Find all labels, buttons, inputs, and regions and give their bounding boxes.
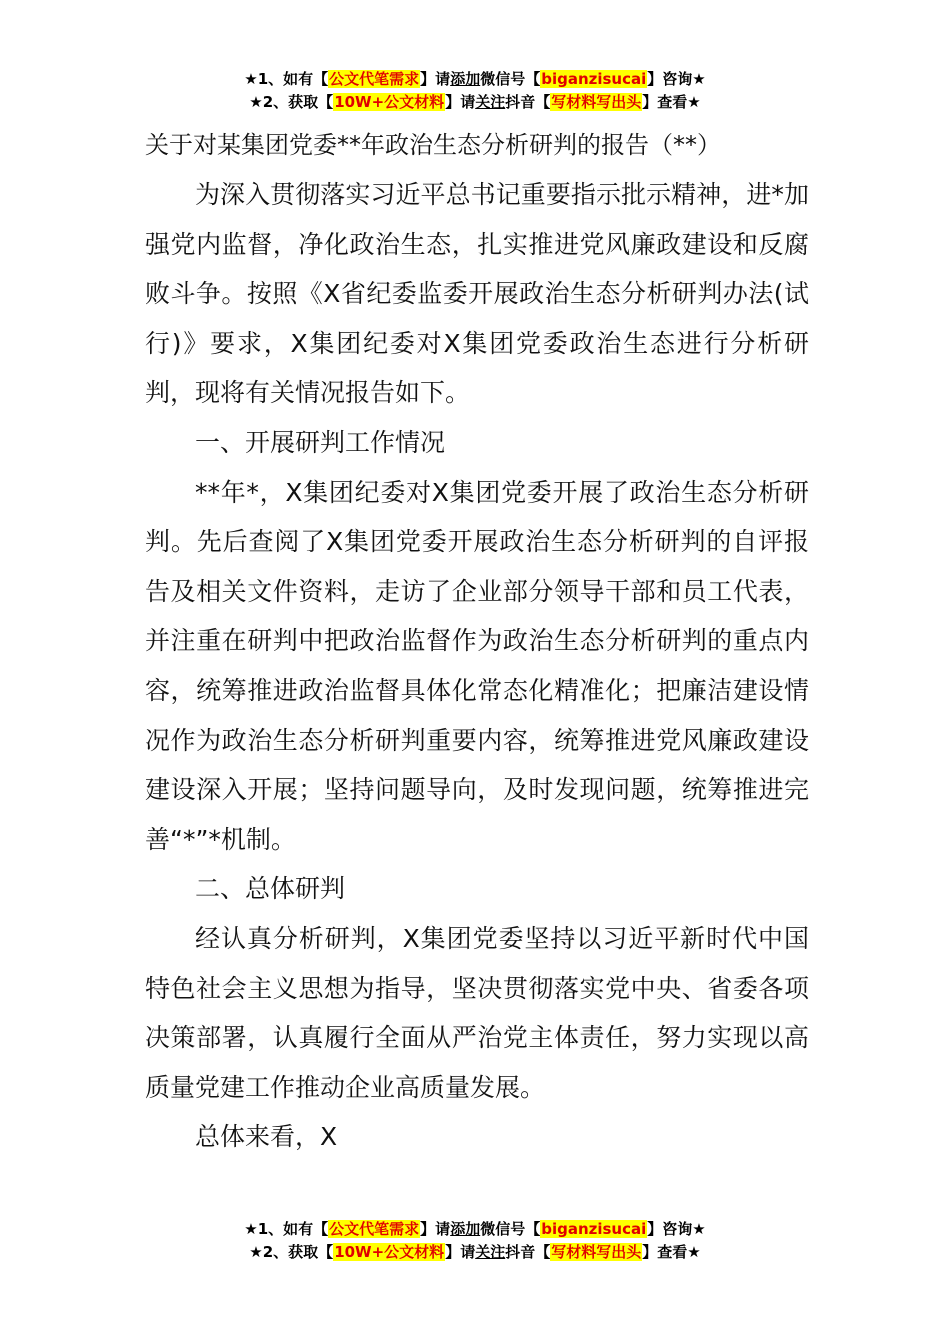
promo-banner-bottom: [0, 1218, 950, 1264]
promo-text: ★2、获取【: [249, 93, 334, 111]
paragraph-summary: 总体来看，X: [195, 1122, 338, 1152]
paragraph-work-status: **年*，X集团纪委对X集团党委开展了政治生态分析研判。先后查阅了X集团党委开展政治生态分析研判的自评报告及相关文件资料，走访了企业部分领导干部和员工代表，并注重在研判中把政治监督作为政治生态分析研判的重点内容，统筹推进政治监督具体化常态化精准化；把廉洁建设情况作为政治生态分析研判重要内容，统筹推进党风廉政建设建设深入开展；坚持问题导向，及时发现问题，统筹推进完善“*”*机制。: [145, 477, 809, 854]
promo-line-1: [0, 1218, 950, 1241]
promo-text: 】请: [420, 70, 451, 88]
promo-text: 】查看★: [642, 1243, 701, 1261]
promo-text: 抖音【: [505, 1243, 551, 1261]
promo-underline-text: 添加: [450, 70, 481, 88]
promo-underline-text: 关注: [475, 1243, 506, 1261]
promo-text: 抖音【: [505, 93, 551, 111]
paragraph-overall: 经认真分析研判，X集团党委坚持以习近平新时代中国特色社会主义思想为指导，坚决贯彻落实党中央、省委各项决策部署，认真履行全面从严治党主体责任，努力实现以高质量党建工作推动企业高质量发展。: [145, 923, 809, 1102]
promo-underline-text: 关注: [475, 93, 506, 111]
promo-highlight-service: 公文代笔需求: [329, 1220, 420, 1238]
promo-highlight-materials: 10W+公文材料: [334, 93, 445, 111]
paragraph-intro: 为深入贯彻落实习近平总书记重要指示批示精神，进*加强党内监督，净化政治生态，扎实推进党风廉政建设和反腐败斗争。按照《X省纪委监委开展政治生态分析研判办法(试行)》要求，X集团纪委对X集团党委政治生态进行分析研判，现将有关情况报告如下。: [145, 180, 809, 408]
promo-text: 】咨询★: [647, 70, 706, 88]
promo-text: ★1、如有【: [244, 1220, 329, 1238]
promo-line-1: [0, 68, 950, 91]
promo-text: 微信号【: [480, 1220, 541, 1238]
promo-text: 微信号【: [480, 70, 541, 88]
promo-highlight-service: 公文代笔需求: [329, 70, 420, 88]
promo-highlight-materials: 10W+公文材料: [334, 1243, 445, 1261]
promo-line-2: [0, 91, 950, 114]
promo-text: 】请: [445, 93, 476, 111]
promo-text: 】请: [420, 1220, 451, 1238]
promo-text: ★1、如有【: [244, 70, 329, 88]
promo-banner-top: [0, 68, 950, 114]
promo-text: ★2、获取【: [249, 1243, 334, 1261]
promo-highlight-douyin: 写材料写出头: [551, 93, 642, 111]
promo-highlight-douyin: 写材料写出头: [551, 1243, 642, 1261]
promo-highlight-wechat-id: biganzisucai: [541, 1220, 647, 1238]
promo-text: 】查看★: [642, 93, 701, 111]
document-title: 关于对某集团党委**年政治生态分析研判的报告（**）: [145, 131, 721, 159]
promo-highlight-wechat-id: biganzisucai: [541, 70, 647, 88]
section-heading-2: 二、总体研判: [195, 874, 346, 904]
section-heading-1: 一、开展研判工作情况: [195, 427, 446, 457]
document-body: [145, 170, 809, 1162]
promo-underline-text: 添加: [450, 1220, 481, 1238]
promo-text: 】咨询★: [647, 1220, 706, 1238]
promo-text: 】请: [445, 1243, 476, 1261]
promo-line-2: [0, 1241, 950, 1264]
